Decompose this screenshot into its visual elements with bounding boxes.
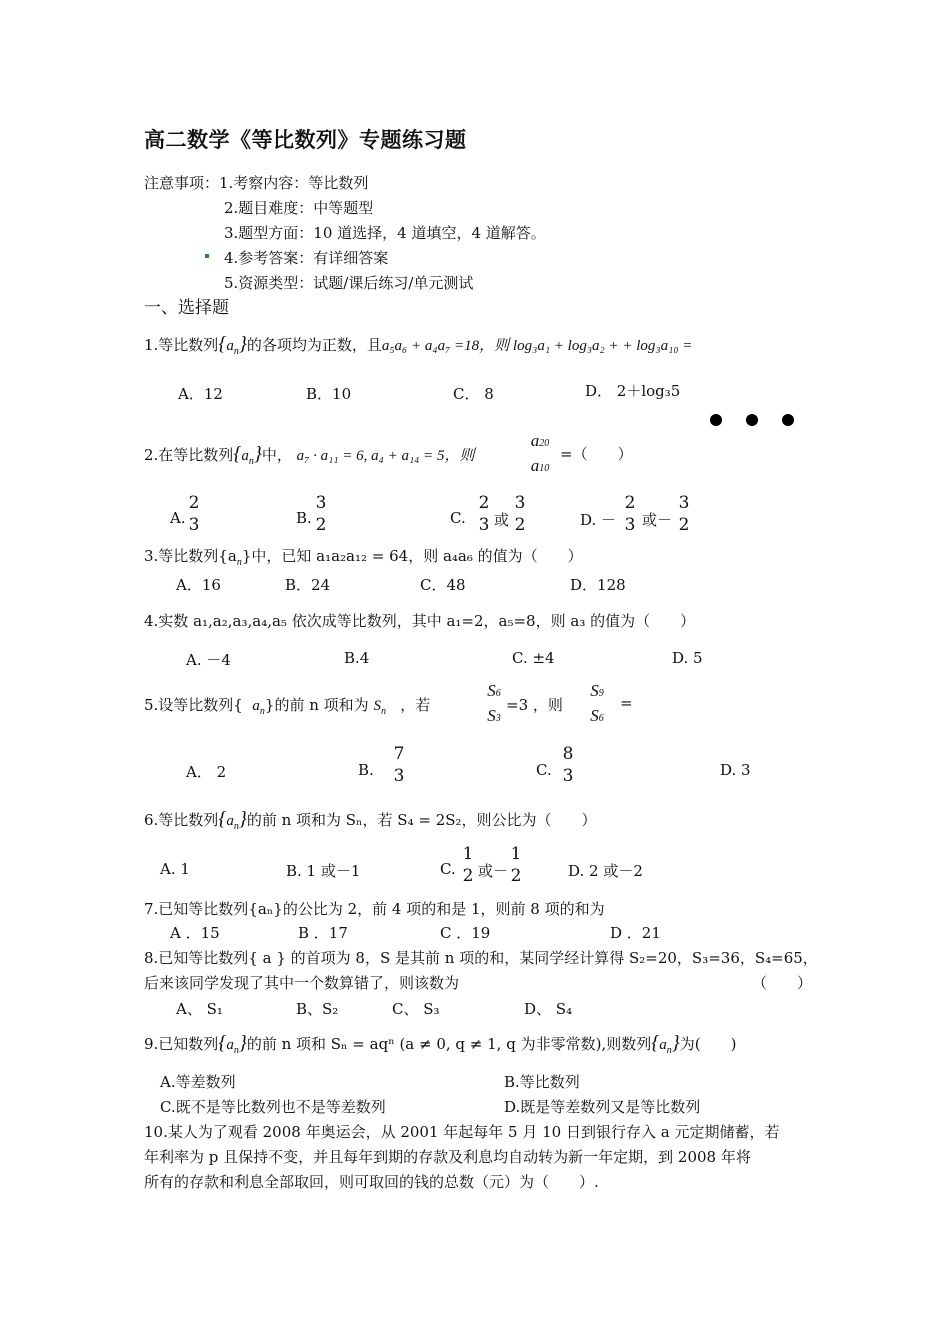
q8-option-b[interactable]: B、S₂ xyxy=(296,1000,339,1018)
q7-option-b[interactable]: B ．17 xyxy=(298,924,348,942)
fraction-denominator: 2 xyxy=(315,515,327,535)
seq-subscript: n xyxy=(248,456,254,467)
q3-expression: }中，已知 a₁a₂a₁₂ = 64，则 a₄a₆ 的值为（ ） xyxy=(241,547,583,565)
q4-option-d[interactable]: D. 5 xyxy=(672,649,703,667)
q3-option-d[interactable]: D．128 xyxy=(570,576,626,594)
dot-icon xyxy=(782,414,794,426)
q7-option-a[interactable]: A ．15 xyxy=(170,924,220,942)
q8-line-2: 后来该同学发现了其中一个数算错了，则该数为 xyxy=(144,974,460,992)
q9-stem: 9.已知数列$\{a_n\}$的前 n 项和 Sₙ = aqⁿ (a ≠ 0, q ≠ 1, q 为非零常数),则数列$\{a_n\}$为( ) xyxy=(144,1032,737,1056)
q2-option-d-or: 或－ xyxy=(642,511,673,529)
fraction-denominator: 2 xyxy=(678,515,690,535)
fraction-denominator: 3 xyxy=(393,766,405,786)
q2-stem-b: 中， xyxy=(261,446,292,464)
q9-option-b[interactable]: B.等比数列 xyxy=(504,1073,580,1091)
fraction-numerator: 3 xyxy=(678,493,690,513)
q1-stem: 1.等比数列$\{a_n\}$的各项均为正数，且a₅a₆ + a₄a₇ =18，则 log₃a₁ + log₃a₂ + + log₃a₁₀ = xyxy=(144,333,693,357)
q8-option-c[interactable]: C、 S₃ xyxy=(392,1000,440,1018)
q3-option-c[interactable]: C．48 xyxy=(420,576,466,594)
q2-option-d[interactable]: D. － xyxy=(580,511,617,529)
q9-stem-c: 为( ) xyxy=(679,1035,737,1053)
q5-option-c[interactable]: C. xyxy=(536,761,552,779)
fraction-numerator: 3 xyxy=(514,493,526,513)
q6-option-a[interactable]: A. 1 xyxy=(160,860,190,878)
q5-stem-b: }的前 n 项和为 xyxy=(264,696,369,714)
q5-option-c-fraction xyxy=(560,743,576,787)
q5-stem-c: ，若 xyxy=(400,696,431,714)
dot-icon xyxy=(710,414,722,426)
q6-option-b[interactable]: B. 1 或－1 xyxy=(286,862,361,880)
q1-stem-b: 的各项均为正数，且 xyxy=(246,336,382,354)
q8-option-d[interactable]: D、 S₄ xyxy=(524,1000,573,1018)
q2-option-d-fraction-1 xyxy=(622,492,638,536)
q10-line-1: 10.某人为了观看 2008 年奥运会，从 2001 年起每年 5 月 10 日到银行存入 a 元定期储蓄，若 xyxy=(144,1123,780,1141)
q2-option-b[interactable]: B. xyxy=(296,509,312,527)
fraction-numerator: 2 xyxy=(188,493,200,513)
q3-option-b[interactable]: B．24 xyxy=(285,576,331,594)
q5-ratio-2: S9 S6 xyxy=(590,681,604,725)
q6-stem-b: 的前 n 项和为 Sₙ，若 S₄ = 2S₂，则公比为（ ） xyxy=(246,811,597,829)
seq-symbol: a xyxy=(226,1037,234,1053)
q4-stem: 4.实数 a₁,a₂,a₃,a₄,a₅ 依次成等比数列，其中 a₁=2，a₅=8，则 a₃ 的值为（ ） xyxy=(144,612,696,630)
q9-option-a[interactable]: A.等差数列 xyxy=(160,1073,236,1091)
q6-option-c-fraction-1: 1 2 xyxy=(462,844,474,886)
q2-option-b-fraction xyxy=(313,492,329,536)
section-heading: 一、选择题 xyxy=(144,298,229,318)
fraction-numerator: 2 xyxy=(624,493,636,513)
q7-stem: 7.已知等比数列{aₙ}的公比为 2，前 4 项的和是 1，则前 8 项的和为 xyxy=(144,900,605,918)
seq-symbol: a xyxy=(241,448,249,464)
q6-option-c[interactable]: C. xyxy=(440,860,456,878)
q6-option-d[interactable]: D. 2 或－2 xyxy=(568,862,643,880)
q5-option-d[interactable]: D. 3 xyxy=(720,761,751,779)
q4-option-a[interactable]: A. －4 xyxy=(186,651,231,669)
q3-stem xyxy=(144,545,583,568)
q7-option-c[interactable]: C ．19 xyxy=(440,924,491,942)
q2-option-a-fraction xyxy=(186,492,202,536)
q5-stem: 5.设等比数列{ $a_n$}的前 n 项和为 $S_n$ ，若 xyxy=(144,696,431,717)
q1-expression: a₅a₆ + a₄a₇ =18，则 log₃a₁ + log₃a₂ + + log₃a₁₀ = xyxy=(381,338,693,354)
q1-option-c[interactable]: C． 8 xyxy=(453,385,494,403)
q5-stem-e: = xyxy=(620,694,633,712)
fraction-denominator: 3 xyxy=(624,515,636,535)
seq-symbol: a xyxy=(252,698,260,714)
seq-subscript: n xyxy=(236,557,242,568)
seq-symbol: a xyxy=(226,338,234,354)
q5-stem-d: =3 ，则 xyxy=(506,696,563,714)
q5-stem-a: 5.设等比数列{ xyxy=(144,696,243,714)
q1-option-d[interactable]: D． 2＋log₃5 xyxy=(585,382,681,400)
q5-option-b[interactable]: B. xyxy=(358,761,374,779)
q3-stem-a: 3.等比数列{a xyxy=(144,547,237,565)
q2-option-c-or: 或 xyxy=(494,511,510,529)
seq-subscript: n xyxy=(233,346,239,357)
q3-option-a[interactable]: A．16 xyxy=(176,576,221,594)
q10-line-3: 所有的存款和利息全部取回，则可取回的钱的总数（元）为（ ）. xyxy=(144,1173,599,1191)
seq-subscript: n xyxy=(259,706,265,717)
q2-expression: a₇ · a₁₁ = 6, a₄ + a₁₄ = 5，则 xyxy=(296,448,475,464)
q6-stem-a: 6.等比数列 xyxy=(144,811,219,829)
q9-stem-b: 的前 n 项和 Sₙ = aqⁿ (a ≠ 0, q ≠ 1, q 为非零常数),则数列 xyxy=(246,1035,652,1053)
q8-option-a[interactable]: A、 S₁ xyxy=(176,1000,223,1018)
q9-stem-a: 9.已知数列 xyxy=(144,1035,219,1053)
q4-option-b[interactable]: B.4 xyxy=(344,649,370,667)
q5-ratio-1: S6 S3 xyxy=(487,681,501,725)
q8-line-1: 8.已知等比数列{ a } 的首项为 8，S 是其前 n 项的和，某同学经计算得 S₂=20，S₃=36，S₄=65， xyxy=(144,949,818,967)
fraction-numerator: 8 xyxy=(562,744,574,764)
q6-option-c-fraction-2: 1 2 xyxy=(510,844,522,886)
q4-option-c[interactable]: C. ±4 xyxy=(512,649,555,667)
fraction-numerator: 3 xyxy=(315,493,327,513)
q8-paren: （ ） xyxy=(752,974,813,992)
q2-ratio: a20 a10 xyxy=(530,431,550,475)
q5-option-b-fraction xyxy=(391,743,407,787)
q2-stem-a: 2.在等比数列 xyxy=(144,446,234,464)
q10-line-2: 年利率为 p 且保持不变，并且每年到期的存款及利息均自动转为新一年定期，到 2008 年将 xyxy=(144,1148,751,1166)
note-4: 4.参考答案：有详细答案 xyxy=(224,249,389,267)
note-5: 5.资源类型：试题/课后练习/单元测试 xyxy=(224,274,474,292)
q6-option-c-or: 或－ xyxy=(478,862,509,880)
q1-option-a[interactable]: A．12 xyxy=(178,385,223,403)
note-1: 注意事项：1.考察内容：等比数列 xyxy=(144,174,369,192)
fraction-denominator: 2 xyxy=(514,515,526,535)
fraction-denominator: 3 xyxy=(478,515,490,535)
seq-symbol: a xyxy=(226,813,234,829)
q1-option-b[interactable]: B．10 xyxy=(306,385,352,403)
q9-option-d[interactable]: D.既是等差数列又是等比数列 xyxy=(504,1098,701,1116)
fraction-numerator: 7 xyxy=(393,744,405,764)
fraction-numerator: 2 xyxy=(478,493,490,513)
note-2: 2.题目难度：中等题型 xyxy=(224,199,374,217)
fraction-denominator: 3 xyxy=(562,766,574,786)
q2-option-d-fraction-2 xyxy=(676,492,692,536)
q2-tail: =（ ） xyxy=(560,445,633,463)
q7-option-d[interactable]: D ．21 xyxy=(610,924,661,942)
seq-subscript: n xyxy=(233,1045,239,1056)
seq-subscript: n xyxy=(233,821,239,832)
page-title: 高二数学《等比数列》专题练习题 xyxy=(144,128,467,152)
fraction-denominator: 3 xyxy=(188,515,200,535)
q2-option-c-fraction-2 xyxy=(512,492,528,536)
seq-symbol: a xyxy=(659,1037,667,1053)
dot-icon xyxy=(746,414,758,426)
q1-stem-a: 1.等比数列 xyxy=(144,336,219,354)
q2-option-c[interactable]: C. xyxy=(450,509,466,527)
q2-stem: 2.在等比数列$\{a_n\}$中， a₇ · a₁₁ = 6, a₄ + a₁₄ = 5，则 xyxy=(144,443,475,467)
q9-option-c[interactable]: C.既不是等比数列也不是等差数列 xyxy=(160,1098,386,1116)
note-3: 3.题型方面：10 道选择，4 道填空，4 道解答。 xyxy=(224,224,546,242)
q6-stem: 6.等比数列$\{a_n\}$的前 n 项和为 Sₙ，若 S₄ = 2S₂，则公比为（ ） xyxy=(144,808,597,832)
q2-option-a[interactable]: A. xyxy=(170,509,186,527)
q2-option-c-fraction-1 xyxy=(476,492,492,536)
seq-subscript: n xyxy=(666,1045,672,1056)
q5-option-a[interactable]: A． 2 xyxy=(186,763,227,781)
list-marker-icon xyxy=(205,254,209,258)
